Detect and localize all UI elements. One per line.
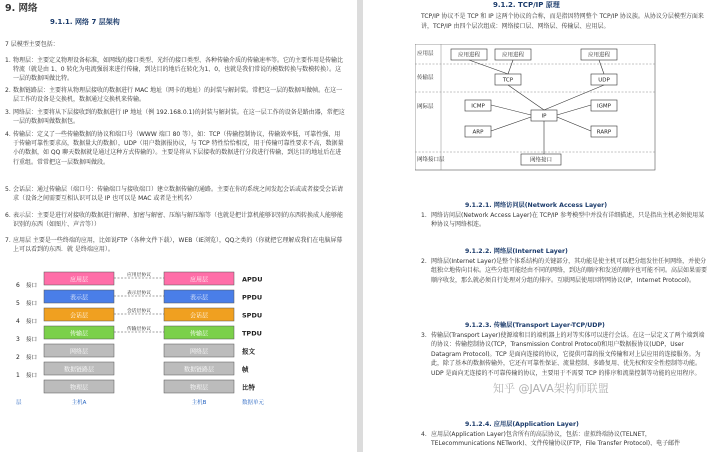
host-a-layer-label: 数据链路层: [63, 366, 95, 374]
tcpip-box-label: 应用进程: [587, 52, 611, 59]
host-a-layer-label: 会话层: [69, 312, 89, 320]
data-unit-label: PPDU: [242, 293, 263, 302]
tcpip-box-label: RARP: [596, 129, 612, 136]
peer-protocol-label: 传输层协议: [127, 327, 151, 332]
tcpip-layer-label: 应用层: [417, 51, 434, 57]
osi-layer-item: [5, 236, 345, 254]
data-unit-label: 比特: [242, 383, 255, 392]
item-number: 7.: [5, 237, 11, 244]
item-number: 1.: [5, 57, 11, 64]
host-b-layer-label: 物理层: [189, 384, 209, 392]
peer-protocol-label: 会话层协议: [127, 309, 151, 314]
tcpip-box-label: 网络接口: [529, 157, 553, 164]
diagram-footer-label: 主机B: [191, 400, 207, 406]
interface-label: 接口: [26, 319, 38, 325]
tcpip-layer-label: 传输层: [417, 75, 434, 81]
subsection-network-access: 9.1.2.1. 网络访问层(Network Access Layer): [465, 202, 608, 209]
tcpip-box-label: 应用进程: [457, 52, 481, 59]
host-a-layer-label: 网络层: [69, 348, 89, 356]
item-text: 应用层 主要是一些终端的应用，比如说FTP（各种文件下载），WEB（IE浏览），QQ之类的（你就把它理解成我们在电脑屏幕上可以看到的东西．就 是终端应用）。: [13, 237, 343, 254]
left-page: [0, 0, 357, 452]
layer-number: 3: [16, 336, 20, 343]
tcpip-box-label: UDP: [598, 77, 610, 84]
item-text: 网络层：主要将从下层接收到的数据进行 IP 地址（例 192.168.0.1)的封装与解封装。在这一层工作的设备是路由器，常把这一层的数据叫做数据包。: [13, 109, 345, 126]
item-text: 会话层：通过传输层（端口号：传输端口与接收端口）建立数据传输的通路。主要在你的系统之间发起会话或或者接受会话请求（设备之间需要互相认识可以是 IP 也可以是 MAC 或者是主机名）: [13, 186, 344, 203]
layer-number: 2: [16, 354, 20, 361]
intro-text: 7 层模型主要包括：: [5, 41, 59, 48]
data-unit-label: APDU: [242, 275, 263, 284]
paragraph-application-layer: 4. 应用层(Application Layer)包含所有的高层协议，包括：虚拟终端协议(TELNET，TELecommunications NETwork)、文件传输协议(FTP，File Transfer Protocol)、电子邮件: [421, 431, 681, 448]
layer-number: 5: [16, 300, 20, 307]
interface-label: 接口: [26, 283, 38, 289]
layer-number: 4: [16, 318, 20, 325]
layer-number: 1: [16, 372, 20, 379]
item-number: 4.: [5, 131, 11, 138]
interface-label: 接口: [26, 373, 38, 379]
peer-protocol-label: 表示层协议: [127, 291, 151, 296]
item-text: 物理层：主要定义物理设备标准，如网线的接口类型、光纤的接口类型、各种传输介质的传输速率等。它的主要作用是传输比特流（就是由 1、0 转化为电流强弱来进行传输，到达目的地后在转化为1、0，也就是我们常说的模数转换与数模转换）。这一层的数据叫做比特。: [13, 57, 344, 83]
host-b-layer-label: 会话层: [189, 312, 209, 320]
item-number: 6.: [5, 212, 11, 219]
data-unit-label: SPDU: [242, 311, 263, 320]
section-heading-tcpip: 9.1.2. TCP/IP 原理: [493, 1, 560, 9]
subsection-internet-layer: 9.1.2.2. 网络层(Internet Layer): [465, 248, 568, 255]
item-text: 表示层：主要是进行对接收的数据进行解释、加密与解密、压缩与解压缩等（也就是把计算机能够识别的东西转换成人能够能识别的东西（如图片、声音等））: [13, 212, 344, 229]
paragraph-transport-layer: 3. 传输层(Transport Layer)使源端和目的端机器上的对等实体可以进行会话。在这一层定义了两个端到端的协议：传输控制协议(TCP，Transmission Control Protocol)和用户数据报协议(UDP，User Datagram Protocol)。TCP 是面向连接的协议，它提供可靠的报文传输和对上层应用的连接服务。为此，除了基本的数据传输外，它还有可靠性保证、流量控制、多路复用、优先权和安全性控制等功能。UDP 是面向无连接的不可靠传输的协议，主要用于不需要 TCP 的排序和流量控制等功能的应用程序。: [421, 332, 705, 377]
tcpip-box-label: IGMP: [597, 103, 611, 110]
subsection-application-layer: 9.1.2.4. 应用层(Application Layer): [465, 421, 579, 428]
item-number: 5.: [5, 186, 11, 193]
osi-diagram: [4, 270, 354, 420]
item-text: 数据链路层：主要将从物理层接收的数据进行 MAC 地址（网卡的地址）的封装与解封装。常把这一层的数据叫做帧。在这一层工作的设备是交换机，数据通过交换机来传输。: [13, 87, 343, 104]
tcpip-box-label: 应用进程: [501, 52, 525, 59]
tcpip-box-label: IP: [541, 113, 547, 120]
osi-layer-item: [5, 185, 345, 203]
paragraph-network-access: 1. 网络访问层(Network Access Layer)在 TCP/IP 参考模型中并没有详细描述，只是指出主机必须使用某种协议与网络相连。: [421, 212, 705, 229]
diagram-footer-label: 主机A: [71, 400, 87, 406]
host-a-layer-label: 应用层: [69, 276, 89, 284]
item-number: 2.: [5, 87, 11, 94]
tcpip-layer-label: 网络接口层: [417, 157, 445, 163]
layer-number: 6: [16, 282, 20, 289]
host-a-layer-label: 传输层: [69, 330, 89, 338]
item-text: 传输层：定义了一些传输数据的协议和端口号（WWW 端口 80 等），如：TCP（传输控制协议，传输效率低，可靠性强，用于传输可靠性要求高，数据量大的数据），UDP（用户数据报协议，与 TCP 特性恰恰相反，用于传输可靠性要求不高，数据量小的数据，如 QQ 聊天数据就是通过这种方式传输的）。主要是将从下层接收的数据进行分段进行传输，到达目的地址后在进行重组。常常把这一层数据叫做段。: [13, 131, 344, 166]
tcpip-box-label: ICMP: [471, 103, 485, 110]
interface-label: 接口: [26, 337, 38, 343]
diagram-footer-label: 层: [16, 400, 22, 406]
section-heading-7-layer: 9.1.1. 网络 7 层架构: [50, 18, 120, 26]
tcpip-layer-label: 网际层: [417, 104, 434, 110]
osi-layer-item: [5, 86, 345, 104]
chapter-heading: 9. 网络: [5, 3, 38, 14]
tcpip-frame: [415, 44, 655, 170]
paragraph-internet-layer: 2. 网络层(Internet Layer)是整个体系结构的关键部分，其功能是使主机可以把分组发往任何网络，并使分组独立地传向目标。这些分组可能经由不同的网络，到达的顺序和发送的顺序也可能不同。高层如果需要顺序收发，那么就必须自行处理对分组的排序。互联网层使用因特网协议(IP，Internet Protocol)。: [421, 258, 708, 284]
data-unit-label: 报文: [242, 347, 255, 356]
peer-protocol-label: 应用层协议: [127, 273, 151, 278]
watermark: 知乎 @JAVA架构师联盟: [493, 382, 609, 395]
host-b-layer-label: 传输层: [189, 330, 209, 338]
subsection-transport-layer: 9.1.2.3. 传输层(Transport Layer-TCP/UDP): [465, 322, 605, 329]
tcpip-box-label: ARP: [472, 129, 484, 136]
host-b-layer-label: 数据链路层: [183, 366, 215, 374]
osi-layer-item: [5, 56, 345, 84]
osi-layer-item: [5, 130, 345, 167]
item-number: 3.: [5, 109, 11, 116]
osi-layer-item: [5, 211, 345, 229]
host-b-layer-label: 网络层: [189, 348, 209, 356]
tcpip-intro: TCP/IP 协议不是 TCP 和 IP 这两个协议的合称，而是指因特网整个 TCP/IP 协议族。从协议分层模型方面来讲，TCP/IP 由四个层次组成：网络接口层、网络层、传输层、应用层。: [421, 13, 704, 30]
tcpip-diagram: [415, 44, 715, 184]
data-unit-label: 帧: [242, 365, 249, 374]
host-b-layer-label: 应用层: [189, 276, 209, 284]
interface-label: 接口: [26, 355, 38, 361]
tcpip-box-label: TCP: [502, 77, 514, 84]
right-page: [363, 0, 720, 452]
host-b-layer-label: 表示层: [189, 294, 209, 302]
diagram-footer-label: 数据单元: [242, 400, 265, 406]
host-a-layer-label: 表示层: [69, 294, 89, 302]
host-a-layer-label: 物理层: [69, 384, 89, 392]
osi-layer-item: [5, 108, 345, 126]
interface-label: 接口: [26, 301, 38, 307]
data-unit-label: TPDU: [242, 329, 262, 338]
